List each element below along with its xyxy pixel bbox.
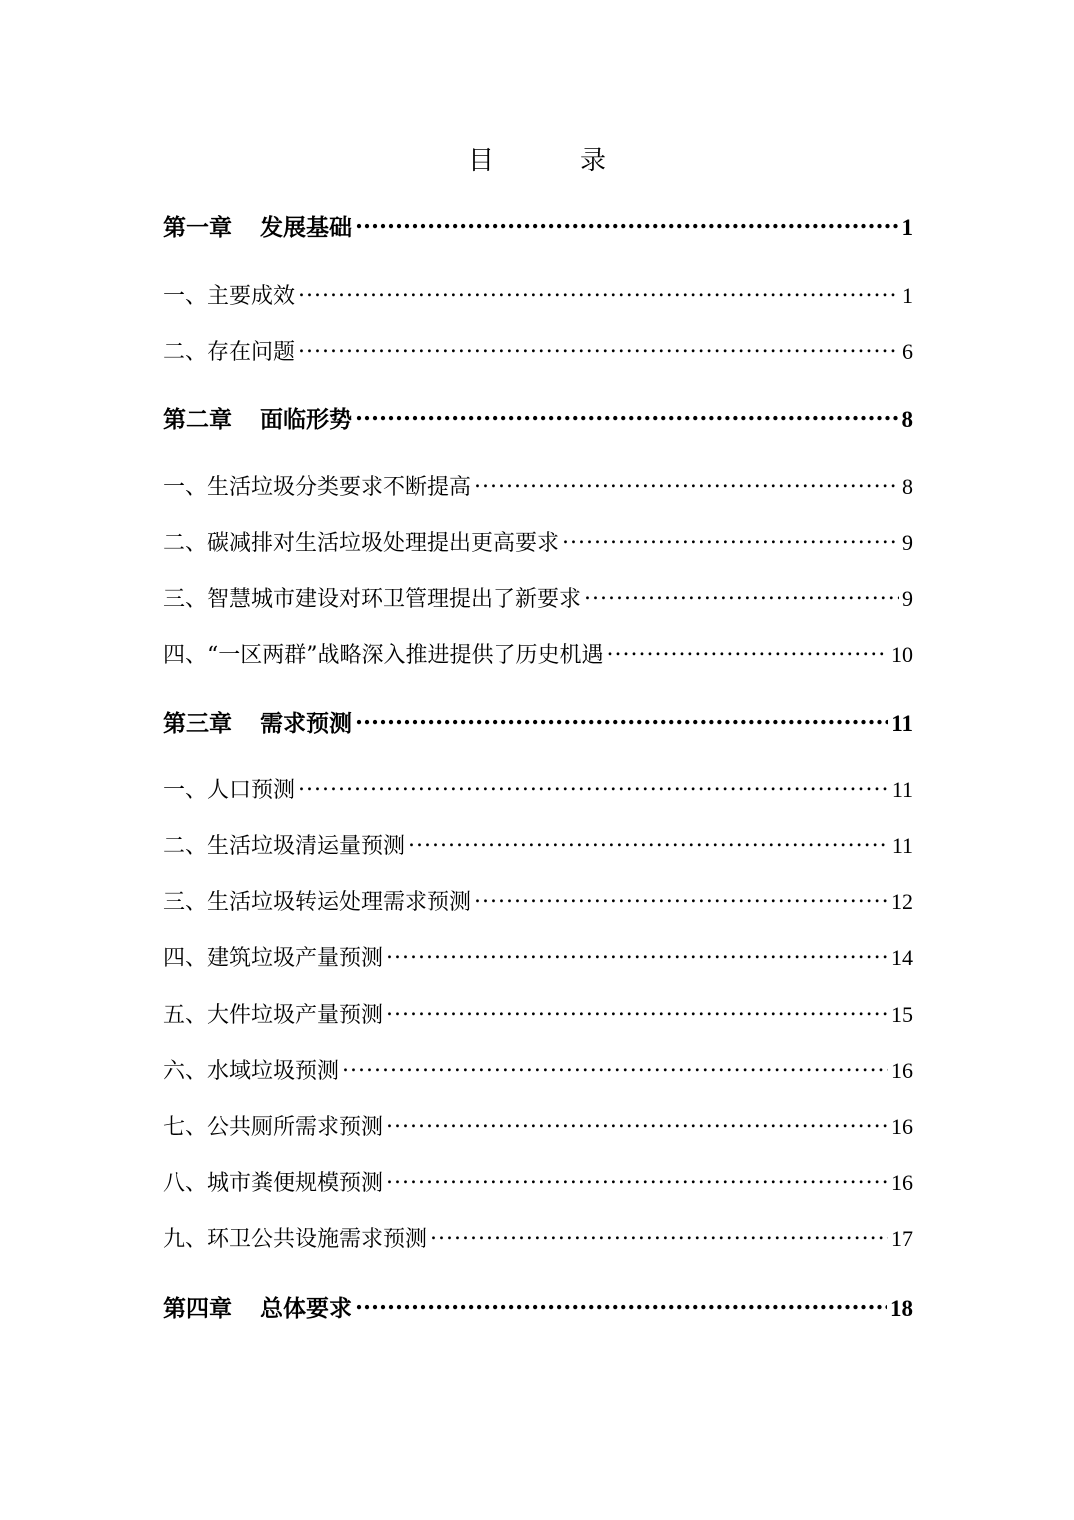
dot-leader bbox=[386, 943, 888, 965]
toc-page-number: 10 bbox=[891, 642, 913, 667]
toc-section-entry[interactable] bbox=[163, 582, 913, 613]
dot-leader bbox=[584, 584, 899, 606]
chapter-number: 第四章 bbox=[163, 1295, 232, 1322]
section-title: 五、大件垃圾产量预测 bbox=[163, 1003, 384, 1028]
toc-section-entry[interactable] bbox=[163, 1054, 913, 1085]
toc-section-entry[interactable] bbox=[163, 279, 913, 310]
toc-page-number: 16 bbox=[891, 1058, 913, 1083]
dot-leader bbox=[355, 1293, 887, 1316]
toc-chapter-entry[interactable] bbox=[163, 705, 913, 738]
toc-page-number: 9 bbox=[902, 586, 913, 611]
toc-entry-label bbox=[163, 1290, 352, 1323]
section-title: 一、人口预测 bbox=[163, 778, 296, 803]
toc-page-number: 9 bbox=[902, 530, 913, 555]
toc-page-number: 11 bbox=[891, 777, 913, 802]
section-title: 八、城市粪便规模预测 bbox=[163, 1171, 384, 1196]
section-title: 九、环卫公共设施需求预测 bbox=[163, 1227, 428, 1252]
toc-section-entry[interactable] bbox=[163, 1222, 913, 1253]
toc-section-entry[interactable] bbox=[163, 526, 913, 557]
section-title: 一、主要成效 bbox=[163, 284, 296, 309]
toc-page-number: 11 bbox=[891, 711, 913, 736]
toc-page-number: 16 bbox=[891, 1114, 913, 1139]
toc-section-entry[interactable] bbox=[163, 638, 913, 669]
toc-page-number: 1 bbox=[902, 283, 913, 308]
dot-leader bbox=[355, 404, 899, 427]
toc-entry-label bbox=[163, 705, 352, 738]
dot-leader bbox=[342, 1056, 888, 1078]
section-title: 三、智慧城市建设对环卫管理提出了新要求 bbox=[163, 587, 582, 612]
chapter-title: 总体要求 bbox=[260, 1295, 352, 1322]
toc-section-entry[interactable] bbox=[163, 335, 913, 366]
toc-page-number: 14 bbox=[891, 945, 913, 970]
dot-leader bbox=[355, 708, 888, 731]
dot-leader bbox=[298, 337, 899, 359]
toc-entry-label bbox=[163, 401, 352, 434]
dot-leader bbox=[386, 1000, 888, 1022]
toc-section-entry[interactable] bbox=[163, 885, 913, 916]
toc-page-number: 8 bbox=[901, 407, 913, 432]
section-title: 二、碳减排对生活垃圾处理提出更高要求 bbox=[163, 531, 560, 556]
toc-page-number: 17 bbox=[891, 1226, 913, 1251]
toc-entry-label bbox=[163, 209, 352, 242]
toc-page-number: 12 bbox=[891, 889, 913, 914]
toc-section-entry[interactable] bbox=[163, 998, 913, 1029]
dot-leader bbox=[386, 1112, 888, 1134]
chapter-number: 第二章 bbox=[163, 406, 232, 433]
chapter-title: 面临形势 bbox=[260, 406, 352, 433]
toc-section-entry[interactable] bbox=[163, 829, 913, 860]
section-title: 四、建筑垃圾产量预测 bbox=[163, 946, 384, 971]
toc-page-number: 1 bbox=[901, 215, 913, 240]
section-title: 一、生活垃圾分类要求不断提高 bbox=[163, 475, 472, 500]
dot-leader bbox=[474, 472, 899, 494]
toc-page-number: 8 bbox=[902, 474, 913, 499]
toc-section-entry[interactable] bbox=[163, 773, 913, 804]
section-title: 二、存在问题 bbox=[163, 340, 296, 365]
toc-title: 目 录 bbox=[467, 146, 636, 176]
toc-chapter-entry[interactable] bbox=[163, 209, 913, 242]
toc-page-number: 11 bbox=[891, 833, 913, 858]
toc-page-number: 16 bbox=[891, 1170, 913, 1195]
dot-leader bbox=[430, 1224, 888, 1246]
toc-section-entry[interactable] bbox=[163, 941, 913, 972]
toc-chapter-entry[interactable] bbox=[163, 1290, 913, 1323]
section-title: 七、公共厕所需求预测 bbox=[163, 1115, 384, 1140]
chapter-title: 发展基础 bbox=[260, 214, 352, 241]
toc-page-number: 6 bbox=[902, 339, 913, 364]
section-title: 六、水域垃圾预测 bbox=[163, 1059, 340, 1084]
toc-page-number: 15 bbox=[891, 1002, 913, 1027]
section-title: 二、生活垃圾清运量预测 bbox=[163, 834, 406, 859]
section-title: 三、生活垃圾转运处理需求预测 bbox=[163, 890, 472, 915]
section-title: 四、“一区两群”战略深入推进提供了历史机遇 bbox=[163, 643, 604, 668]
dot-leader bbox=[408, 831, 889, 853]
chapter-number: 第一章 bbox=[163, 214, 232, 241]
dot-leader bbox=[298, 281, 899, 303]
chapter-title: 需求预测 bbox=[260, 710, 352, 737]
toc-section-entry[interactable] bbox=[163, 470, 913, 501]
chapter-number: 第三章 bbox=[163, 710, 232, 737]
toc-section-entry[interactable] bbox=[163, 1166, 913, 1197]
toc-chapter-entry[interactable] bbox=[163, 401, 913, 434]
dot-leader bbox=[386, 1168, 888, 1190]
dot-leader bbox=[298, 775, 889, 797]
dot-leader bbox=[562, 528, 899, 550]
dot-leader bbox=[474, 887, 888, 909]
toc-section-entry[interactable] bbox=[163, 1110, 913, 1141]
dot-leader bbox=[607, 640, 889, 662]
toc-page-number: 18 bbox=[890, 1296, 913, 1321]
dot-leader bbox=[355, 212, 899, 235]
